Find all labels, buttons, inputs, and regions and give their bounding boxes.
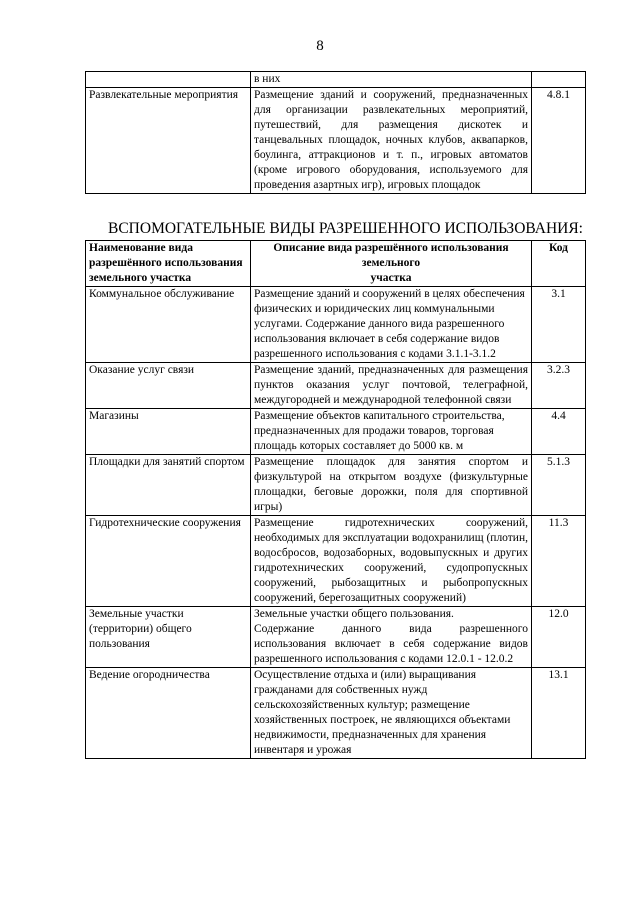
use-description-cell: Размещение зданий и сооружений в целях обеспечения физических и юридических лиц коммунальными услугами. Содержание данного вида разрешенного использования включает в себя содержание видов разрешенного использования с кодами 3.1.1-3.1.2	[251, 287, 532, 363]
use-code-cell: 3.1	[532, 287, 586, 363]
description-rest: Содержание данного вида разрешенного использования включает в себя содержание видов разрешенного использования с кодами 12.0.1 - 12.0.2	[254, 623, 528, 665]
use-description-cell: Размещение площадок для занятия спортом и физкультурой на открытом воздухе (физкультурные площадки, беговые дорожки, поля для спортивной игры)	[251, 455, 532, 516]
use-description-cell: Размещение гидротехнических сооружений, необходимых для эксплуатации водохранилищ (плотин, водосбросов, водозаборных, водовыпускных и других гидротехнических сооружений, судопропускных сооружений, рыбозащитных и рыбопропускных сооружений, берегозащитных сооружений)	[251, 516, 532, 607]
use-code-cell: 12.0	[532, 607, 586, 668]
use-name-cell: Коммунальное обслуживание	[86, 287, 251, 363]
use-name-cell	[86, 72, 251, 88]
use-code-cell: 4.8.1	[532, 88, 586, 194]
table-row	[86, 668, 586, 759]
main-permitted-uses-table-continuation	[85, 71, 586, 194]
use-name-cell: Развлекательные мероприятия	[86, 88, 251, 194]
page-number: 8	[316, 38, 324, 54]
use-code-cell: 11.3	[532, 516, 586, 607]
use-code-cell	[532, 72, 586, 88]
table-row	[86, 88, 586, 194]
use-description-cell: Размещение зданий и сооружений, предназначенных для организации развлекательных мероприятий, путешествий, для размещения дискотек и танцевальных площадок, ночных клубов, аквапарков, боулинга, аттракционов и т. п., игровых автоматов (кроме игрового оборудования, используемого для проведения азартных игр), игровых площадок	[251, 88, 532, 194]
header-use-name: Наименование вида разрешённого использования земельного участка	[86, 241, 251, 287]
section-heading: ВСПОМОГАТЕЛЬНЫЕ ВИДЫ РАЗРЕШЕННОГО ИСПОЛЬЗОВАНИЯ:	[108, 220, 583, 237]
table-row	[86, 409, 586, 455]
table-row	[86, 607, 586, 668]
auxiliary-permitted-uses-table	[85, 240, 586, 759]
use-code-cell: 5.1.3	[532, 455, 586, 516]
table-row	[86, 455, 586, 516]
header-description-line1: Описание вида разрешённого использования земельного	[273, 242, 509, 269]
use-code-cell: 13.1	[532, 668, 586, 759]
use-description-cell: Размещение объектов капитального строительства, предназначенных для продажи товаров, торговая площадь которых составляет до 5000 кв. м	[251, 409, 532, 455]
header-use-description	[251, 241, 532, 287]
use-description-cell: в них	[251, 72, 532, 88]
header-code: Код	[532, 241, 586, 287]
table-row	[86, 363, 586, 409]
table-row	[86, 287, 586, 363]
use-name-cell: Площадки для занятий спортом	[86, 455, 251, 516]
use-description-cell: Осуществление отдыха и (или) выращивания гражданами для собственных нужд сельскохозяйственных культур; размещение хозяйственных построек, не являющихся объектами недвижимости, предназначенных для хранения инвентаря и урожая	[251, 668, 532, 759]
use-code-cell: 3.2.3	[532, 363, 586, 409]
use-code-cell: 4.4	[532, 409, 586, 455]
table-row	[86, 72, 586, 88]
use-name-cell: Гидротехнические сооружения	[86, 516, 251, 607]
use-description-cell: Размещение зданий, предназначенных для размещения пунктов оказания услуг почтовой, телеграфной, междугородней и международной телефонной связи	[251, 363, 532, 409]
description-first-line: Земельные участки общего пользования.	[254, 608, 454, 620]
header-description-line2: участка	[370, 272, 412, 284]
use-name-cell: Земельные участки (территории) общего пользования	[86, 607, 251, 668]
table-header-row	[86, 241, 586, 287]
use-name-cell: Оказание услуг связи	[86, 363, 251, 409]
use-description-cell	[251, 607, 532, 668]
use-name-cell: Ведение огородничества	[86, 668, 251, 759]
table-row	[86, 516, 586, 607]
use-name-cell: Магазины	[86, 409, 251, 455]
